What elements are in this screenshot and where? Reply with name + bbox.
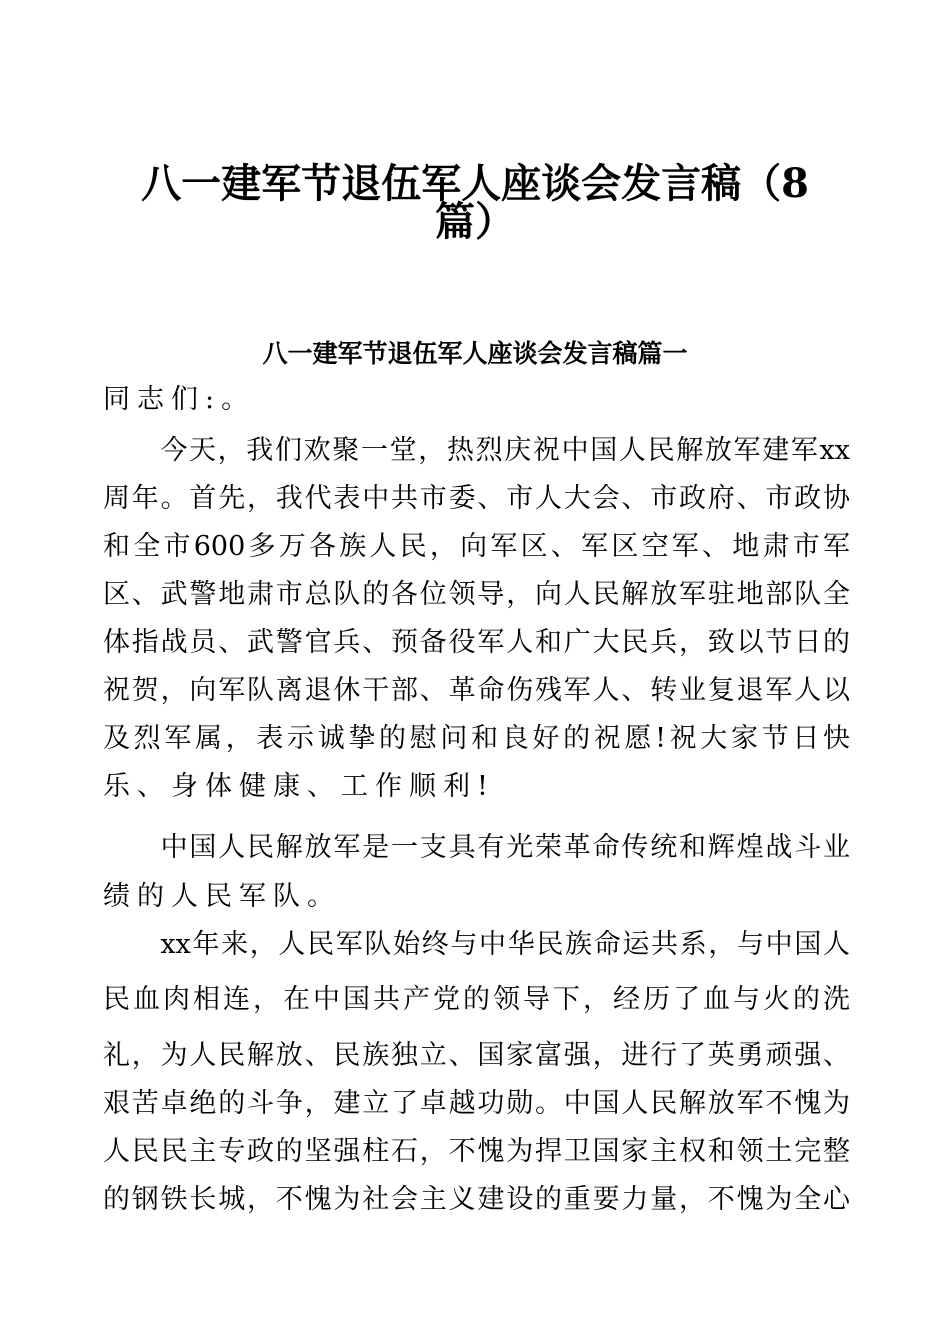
paragraph-line: 区、武警地肃市总队的各位领导，向人民解放军驻地部队全: [103, 579, 850, 610]
paragraph-line: 人民民主专政的坚强柱石，不愧为捍卫国家主权和领土完整: [103, 1136, 850, 1167]
paragraph-line: 今天，我们欢聚一堂，热烈庆祝中国人民解放军建军xx: [103, 435, 850, 466]
section-heading: 八一建军节退伍军人座谈会发言稿篇一: [262, 339, 688, 368]
paragraph-line: 绩的人民军队。: [103, 881, 341, 912]
paragraph-line: 和全市600多万各族人民，向军区、军区空军、地肃市军: [103, 531, 850, 562]
paragraph-line: xx年来，人民军队始终与中华民族命运共系，与中国人: [103, 929, 850, 960]
paragraph-line: 及烈军属，表示诚挚的慰问和良好的祝愿!祝大家节日快: [103, 723, 850, 754]
paragraph-line: 乐、身体健康、工作顺利!: [103, 771, 495, 802]
salutation: 同志们:。: [103, 384, 256, 415]
paragraph-line: 体指战员、武警官兵、预备役军人和广大民兵，致以节日的: [103, 627, 850, 658]
paragraph-line: 民血肉相连，在中国共产党的领导下，经历了血与火的洗: [103, 984, 850, 1015]
paragraph-line: 艰苦卓绝的斗争，建立了卓越功勋。中国人民解放军不愧为: [103, 1088, 850, 1119]
paragraph-line: 中国人民解放军是一支具有光荣革命传统和辉煌战斗业: [103, 832, 850, 863]
paragraph-line: 周年。首先，我代表中共市委、市人大会、市政府、市政协: [103, 483, 850, 514]
paragraph-line: 礼，为人民解放、民族独立、国家富强，进行了英勇顽强、: [103, 1040, 850, 1071]
document-title-line-1: 八一建军节退伍军人座谈会发言稿（8: [141, 160, 809, 207]
paragraph-line: 祝贺，向军队离退休干部、革命伤残军人、转业复退军人以: [103, 675, 850, 706]
paragraph-line: 的钢铁长城，不愧为社会主义建设的重要力量，不愧为全心: [103, 1184, 850, 1215]
document-title-line-2: 篇）: [435, 198, 515, 245]
